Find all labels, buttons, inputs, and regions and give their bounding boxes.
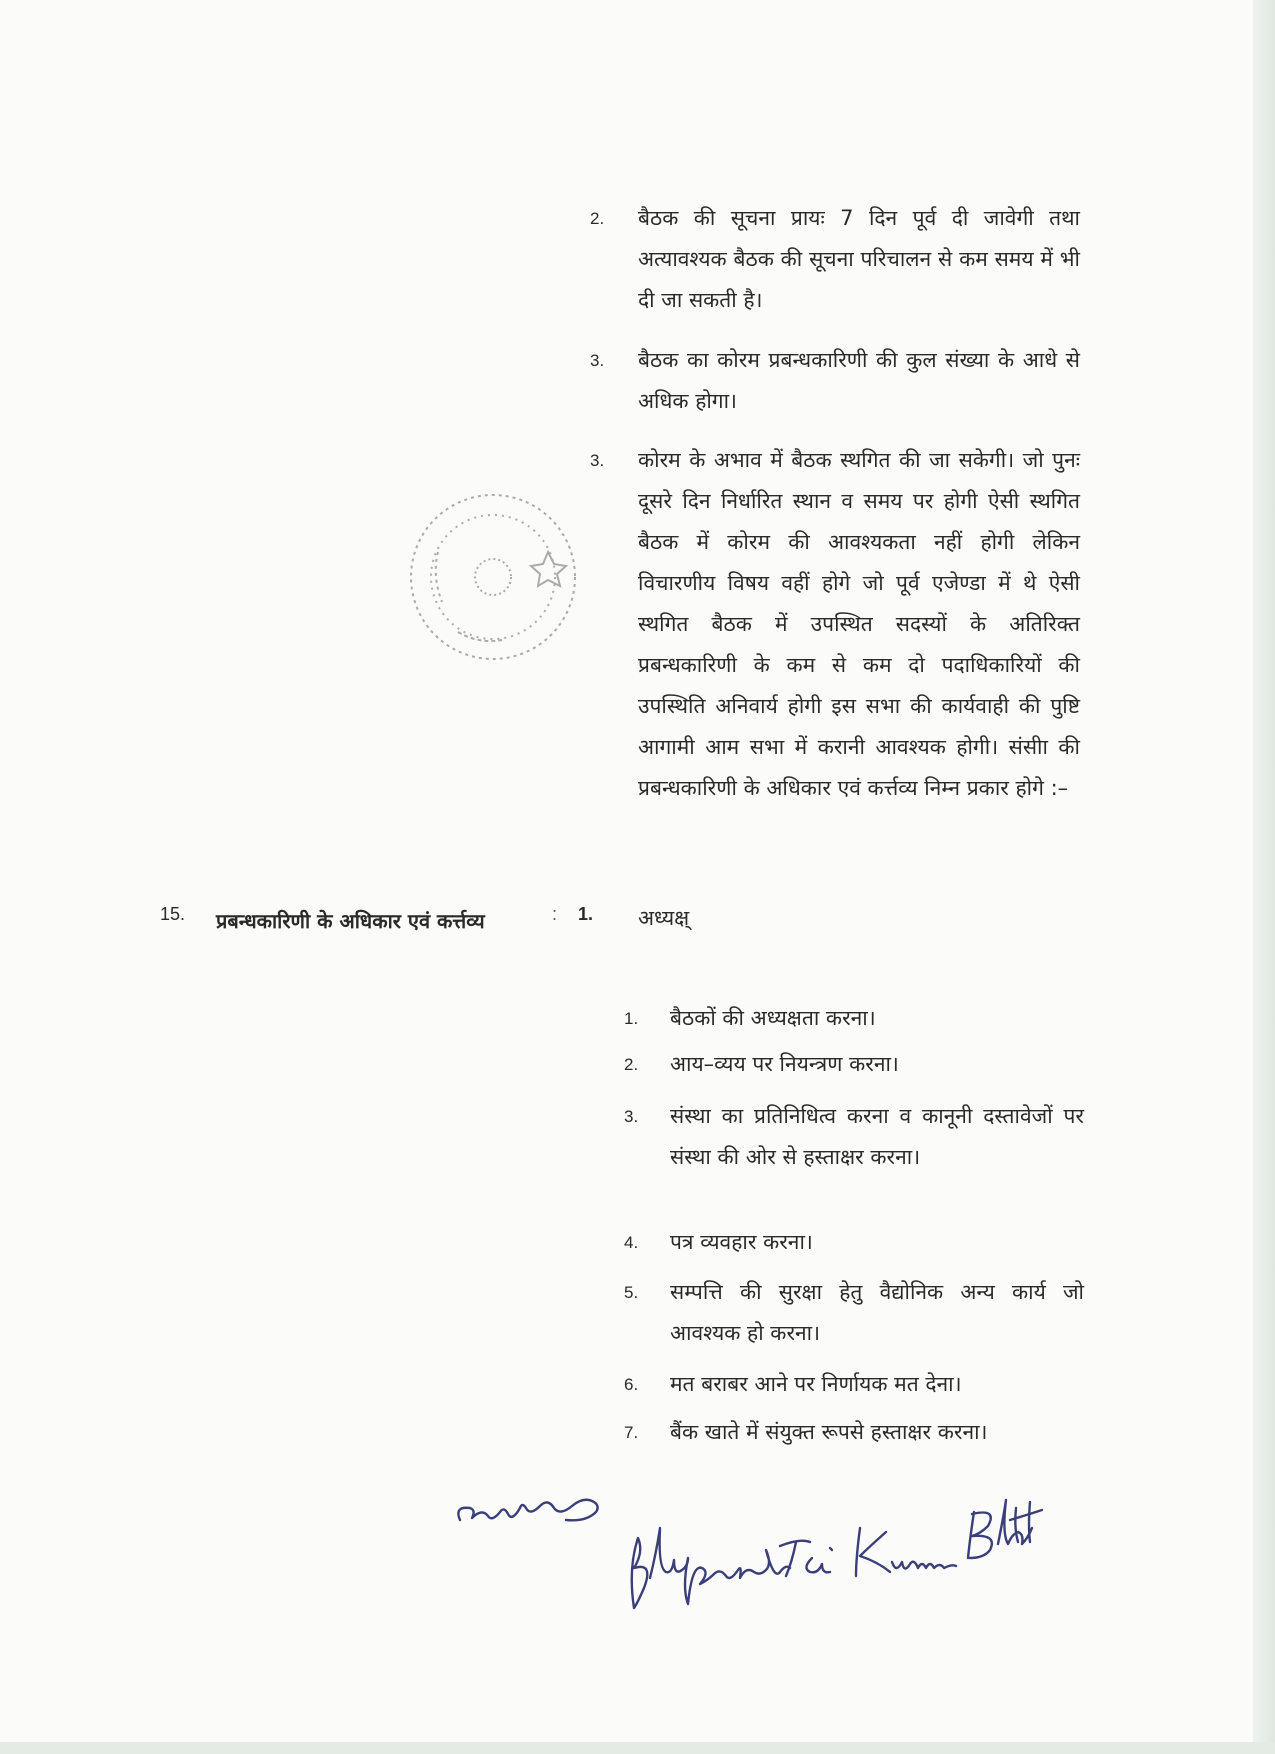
duty-number: 5. [624, 1283, 639, 1302]
duty-number: 4. [624, 1233, 639, 1252]
duty-item-1 [624, 998, 1084, 1039]
duty-text: मत बराबर आने पर निर्णायक मत देना। [670, 1372, 962, 1396]
duty-number: 7. [624, 1423, 639, 1442]
clause-3-quorum [590, 340, 1080, 422]
duty-item-4 [624, 1222, 1084, 1263]
president-heading: अध्यक्ष् [638, 906, 690, 930]
scan-edge-bottom [0, 1742, 1275, 1754]
clause-2 [590, 198, 1080, 321]
duty-number: 1. [624, 1009, 639, 1028]
section-15-subnumber [552, 904, 593, 925]
duty-number: 3. [624, 1107, 639, 1126]
duty-text: बैंक खाते में संयुक्त रूपसे हस्ताक्षर करना। [670, 1420, 988, 1444]
scan-edge-right [1253, 0, 1275, 1754]
sub-number: 1. [578, 904, 594, 924]
section-15-heading [160, 902, 516, 940]
clause-text: कोरम के अभाव में बैठक स्थगित की जा सकेगी। जो पुनः दूसरे दिन निर्धारित स्थान व समय पर होगी ऐसी स्थगित बैठक में कोरम की आवश्यकता नहीं होगी लेकिन विचारणीय विषय वहीं होगे जो पूर्व एजेण्डा में थे ऐसी स्थगित बैठक में उपस्थित सदस्यों के अतिरिक्त प्रबन्धकारिणी के कम से कम दो पदाधिकारियों की उपस्थिति अनिवार्य होगी इस सभा की कार्यवाही की पुष्टि आगामी आम सभा में करानी आवश्यक होगी। संसीा की प्रबन्धकारिणी के अधिकार एवं कर्त्तव्य निम्न प्रकार होगे :– [638, 448, 1080, 800]
clause-text: बैठक की सूचना प्रायः 7 दिन पूर्व दी जावेगी तथा अत्यावश्यक बैठक की सूचना परिचालन से कम समय में भी दी जा सकती है। [638, 206, 1080, 312]
section-number: 15. [160, 904, 186, 924]
duty-text: संस्था का प्रतिनिधित्व करना व कानूनी दस्तावेजों पर संस्था की ओर से हस्ताक्षर करना। [670, 1104, 1084, 1169]
duty-item-5 [624, 1272, 1084, 1354]
duty-text: सम्पत्ति की सुरक्षा हेतु वैद्याेनिक अन्य कार्य जो आवश्यक हो करना। [670, 1280, 1084, 1345]
duty-item-7 [624, 1412, 1084, 1453]
duty-text: पत्र व्यवहार करना। [670, 1230, 813, 1254]
clause-text: बैठक का कोरम प्रबन्धकारिणी की कुल संख्या के आधे से अधिक होगा। [638, 348, 1080, 413]
section-title: प्रबन्धकारिणी के अधिकार एवं कर्त्तव्य [216, 909, 485, 933]
colon-separator: : [552, 904, 558, 924]
duty-text: बैठकों की अध्यक्षता करना। [670, 1006, 876, 1030]
duty-item-6 [624, 1364, 1084, 1405]
clause-number: 3. [590, 451, 605, 470]
duty-item-2 [624, 1044, 1084, 1085]
clause-3-adjourned [590, 440, 1080, 809]
handwritten-signature [450, 1478, 1050, 1628]
clause-number: 2. [590, 209, 605, 228]
duty-text: आय–व्यय पर नियन्त्रण करना। [670, 1052, 899, 1076]
duty-number: 6. [624, 1375, 639, 1394]
official-seal-stamp [398, 482, 588, 672]
duty-item-3 [624, 1096, 1084, 1178]
duty-number: 2. [624, 1055, 639, 1074]
clause-number: 3. [590, 351, 605, 370]
